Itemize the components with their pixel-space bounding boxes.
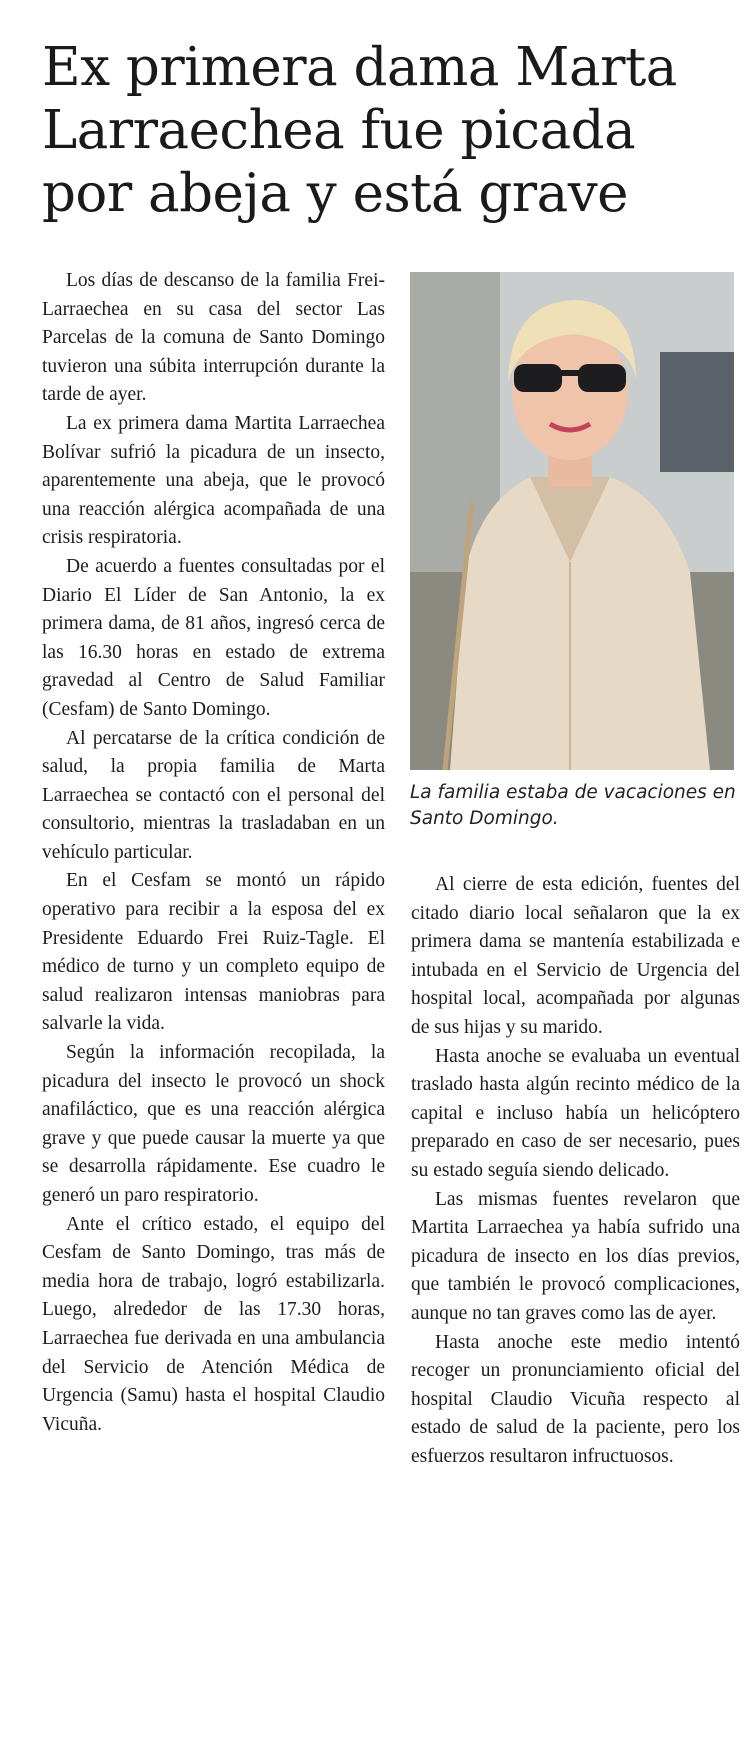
- headline: Ex primera dama Marta Larraechea fue picada por abeja y está grave: [42, 37, 677, 224]
- paragraph: En el Cesfam se montó un rápido operativo para recibir a la esposa del ex Presidente Eduardo Frei Ruiz-Tagle. El médico de turno y un completo equipo de salud realizaron intensas maniobras para salvarle la vida.: [42, 870, 385, 1035]
- paragraph: Ante el crítico estado, el equipo del Cesfam de Santo Domingo, tras más de media hora de trabajo, logró estabilizarla. Luego, alrededor de las 17.30 horas, Larraechea fue derivada en una ambulancia del Servicio de Atención Médica de Urgencia (Samu) hasta el hospital Claudio Vicuña.: [42, 1213, 385, 1435]
- paragraph: Hasta anoche se evaluaba un eventual traslado hasta algún recinto médico de la capital e incluso había un helicóptero preparado en caso de ser necesario, pues su estado seguía siendo delicado.: [411, 1045, 740, 1181]
- article-photo: [410, 272, 734, 770]
- paragraph: De acuerdo a fuentes consultadas por el Diario El Líder de San Antonio, la ex primera dama, de 81 años, ingresó cerca de las 16.30 horas en estado de extrema gravedad al Centro de Salud Familiar (Cesfam) de Santo Domingo.: [42, 555, 385, 720]
- paragraph: Al cierre de esta edición, fuentes del citado diario local señalaron que la ex primera dama se mantenía estabilizada e intubada en el Servicio de Urgencia del hospital local, acompañada por algunas de sus hijas y su marido.: [411, 874, 740, 1038]
- photo-illustration: [410, 272, 734, 770]
- paragraph: Al percatarse de la crítica condición de salud, la propia familia de Marta Larraechea se contactó con el personal del consultorio, mientras la trasladaban en un vehículo particular.: [42, 727, 385, 863]
- article-column-right: [411, 871, 740, 1471]
- paragraph: Las mismas fuentes revelaron que Martita Larraechea ya había sufrido una picadura de insecto en los días previos, que también le provocó complicaciones, aunque no tan graves como las de ayer.: [411, 1188, 740, 1324]
- paragraph: Hasta anoche este medio intentó recoger un pronunciamiento oficial del hospital Claudio Vicuña respecto al estado de salud de la paciente, pero los esfuerzos resultaron infructuosos.: [411, 1331, 740, 1467]
- article-column-left: [42, 267, 385, 1439]
- paragraph: Según la información recopilada, la picadura del insecto le provocó un shock anafiláctico, que es una reacción alérgica grave y que puede causar la muerte ya que se desarrolla rápidamente. Ese cuadro le generó un paro respiratorio.: [42, 1042, 385, 1206]
- paragraph: La ex primera dama Martita Larraechea Bolívar sufrió la picadura de un insecto, aparentemente una abeja, que le provocó una reacción alérgica acompañada de una crisis respiratoria.: [42, 412, 385, 549]
- paragraph: Los días de descanso de la familia Frei-Larraechea en su casa del sector Las Parcelas de la comuna de Santo Domingo tuvieron una súbita interrupción durante la tarde de ayer.: [42, 270, 385, 406]
- photo-caption: La familia estaba de vacaciones en Santo Domingo.: [410, 782, 736, 829]
